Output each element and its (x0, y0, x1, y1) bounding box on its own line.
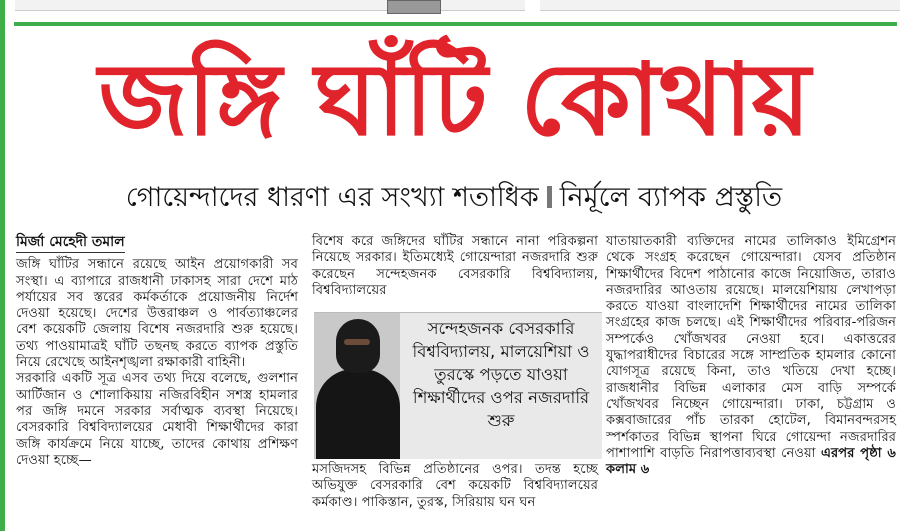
figure-body (316, 369, 400, 459)
column-2-bottom-text: মসজিদসহ বিভিন্ন প্রতিষ্ঠানের ওপর। তদন্ত হচ্ছে অভিযুক্ত বেসরকারি বেশ কয়েকটি বিশ্ববিদ্যালয়ের কর্মকাণ্ড। পাকিস্তান, তুরস্ক, সিরিয়ায় ঘন ঘন (312, 462, 598, 510)
previous-story-clip-right (540, 0, 900, 11)
figure-balaclava (336, 319, 380, 373)
paragraph-2: সরকারি একটি সূত্র এসব তথ্য দিয়ে বলেছে, গুলশান আর্টিজান ও শোলাকিয়ায় নজিরবিহীন সশস্ত্র হামলার পর জঙ্গি দমনে সরকার সর্বাত্মক ব্যবস্থা নিয়েছে। বেসরকারি বিশ্ববিদ্যালয়ের মেধাবী শিক্ষার্থীদের কারা জঙ্গি কার্যক্রমে নিয়ে যাচ্ছে, তাদের কোথায় প্রশিক্ষণ দেওয়া হচ্ছে— (16, 371, 298, 468)
byline: মির্জা মেহেদী তমাল (16, 234, 125, 253)
subhead-part-1: গোয়েন্দাদের ধারণা এর সংখ্যা শতাধিক (125, 182, 539, 213)
pull-quote-box (314, 312, 602, 459)
page-edge-green-bar (0, 0, 5, 531)
previous-story-clip (15, 0, 525, 11)
column-3-text (606, 234, 896, 478)
column-2-top-text: বিশেষ করে জঙ্গিদের ঘাঁটির সন্ধানে নানা পরিকল্পনা নিয়েছে সরকার। ইতিমধ্যেই গোয়েন্দারা নজরদারি শুরু করেছেন সন্দেহজনক বেসরকারি বিশ্ববিদ্যালয়, বিশ্ববিদ্যালয়ের (312, 234, 598, 298)
article-column-2-bottom (312, 462, 598, 511)
clipped-photo (387, 0, 441, 14)
continued-on-page[interactable]: এরপর পৃষ্ঠা ৬ কলাম ৬ (606, 445, 896, 478)
column-3-body: যাতায়াতকারী ব্যক্তিদের নামের তালিকাও ইমিগ্রেশন থেকে সংগ্রহ করেছেন গোয়েন্দারা। যেসব প্রতিষ্ঠান শিক্ষার্থীদের বিদেশ পাঠানোর কাজে নিয়োজিত, তারাও নজরদারির আওতায় রয়েছে। মালয়েশিয়ায় লেখাপড়া করতে যাওয়া বাংলাদেশি শিক্ষার্থীদের নামের তালিকা সংগ্রহের কাজ চলছে। এই শিক্ষার্থীদের পরিবার-পরিজন সম্পর্কেও খোঁজখবর নেওয়া হবে। একাত্তরের যুদ্ধাপরাধীদের বিচারের সঙ্গে সাম্প্রতিক হামলার কোনো যোগসূত্র রয়েছে কিনা, তাও খতিয়ে দেখা হচ্ছে। রাজধানীর বিভিন্ন এলাকার মেস বাড়ি সম্পর্কে খোঁজখবর নিচ্ছেন গোয়েন্দারা। ঢাকা, চট্টগ্রাম ও কক্সবাজারের পাঁচ তারকা হোটেল, বিমানবন্দরসহ স্পর্শকাতর বিভিন্ন স্থাপনা ঘিরে গোয়েন্দা নজরদারির পাশাপাশি বাড়তি নিরাপত্তাব্যবস্থা নেওয়া (606, 234, 896, 461)
subhead-separator (547, 186, 552, 208)
headline: জঙ্গি ঘাঁটি কোথায় (98, 40, 810, 158)
pull-quote-text: সন্দেহজনক বেসরকারি বিশ্ববিদ্যালয়, মালয়েশিয়া ও তুরস্কে পড়তে যাওয়া শিক্ষার্থীদের ওপর নজরদারি শুরু (412, 319, 590, 430)
article-column-1 (16, 234, 298, 469)
top-strip-cut (5, 0, 903, 18)
paragraph-1: জঙ্গি ঘাঁটির সন্ধানে রয়েছে আইন প্রয়োগকারী সব সংস্থা। এ ব্যাপারে রাজধানী ঢাকাসহ সারা দেশে মাঠ পর্যায়ের সব স্তরের কর্মকর্তাকে প্রয়োজনীয় নির্দেশ দেওয়া হয়েছে। দেশের উত্তরাঞ্চল ও পার্বত্যাঞ্চলের বেশ কয়েকটি জেলায় বিশেষ নজরদারি শুরু হয়েছে। তথ্য পাওয়ামাত্রই ঘাঁটি তছনছ করতে ব্যাপক প্রস্তুতি নিয়ে রেখেছে আইনশৃঙ্খলা রক্ষাকারী বাহিনী। (16, 257, 298, 371)
article-column-3 (606, 234, 896, 478)
article-column-2 (312, 234, 598, 299)
subheadline (14, 176, 894, 220)
figure-eyes (344, 339, 370, 345)
subhead-part-2: নির্মূলে ব্যাপক প্রস্তুতি (559, 182, 783, 213)
masked-figure-photo (314, 313, 400, 459)
